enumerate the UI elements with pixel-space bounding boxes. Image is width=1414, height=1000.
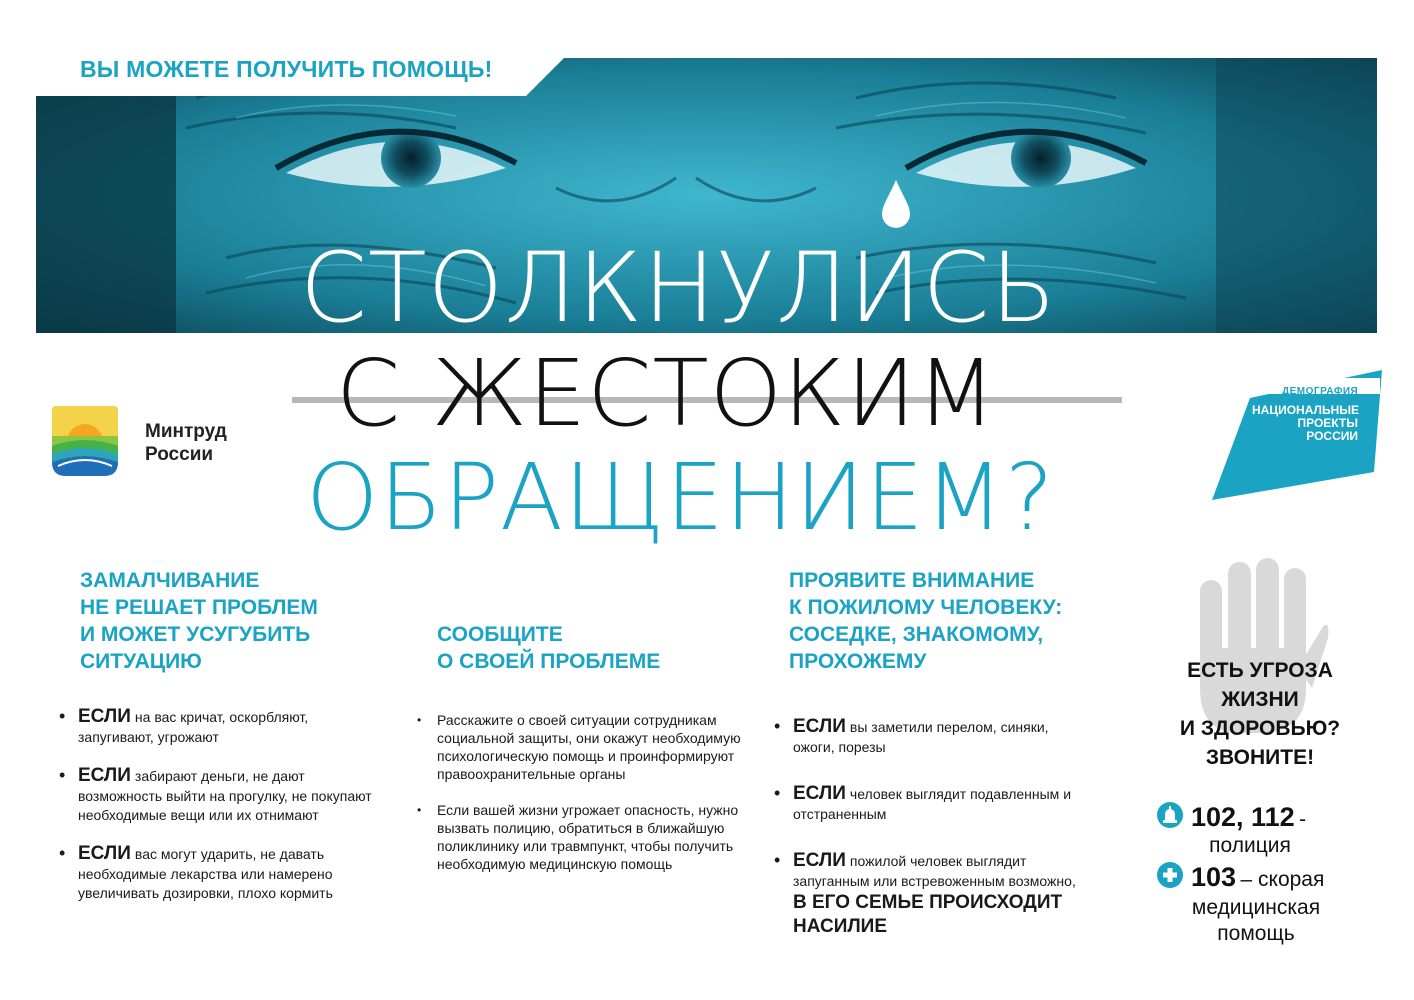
bullet: • — [417, 713, 422, 727]
headline-line-3: ОБРАЩЕНИЕМ? — [306, 444, 1055, 551]
col3-heading: ПРОЯВИТЕ ВНИМАНИЕ К ПОЖИЛОМУ ЧЕЛОВЕКУ: СОСЕДКЕ, ЗНАКОМОМУ, ПРОХОЖЕМУ — [789, 569, 1063, 673]
police-number: 102, 112 — [1191, 802, 1295, 832]
list-item: • Если вашей жизни угрожает опасность, нужно вызвать полицию, обратиться в ближайшую поликлинику или травмпункт, чтобы получить необходимую медицинскую помощь — [417, 802, 739, 872]
headline-line-2: С ЖЕСТОКИМ — [336, 340, 997, 447]
col1-list — [59, 706, 378, 921]
bullet: • — [774, 850, 781, 870]
bullet: • — [59, 765, 66, 785]
police-phone-row — [1157, 802, 1306, 833]
col2-list — [417, 711, 757, 891]
police-siren-icon — [1157, 802, 1183, 828]
bullet: • — [417, 803, 422, 817]
ambulance-number: 103 — [1191, 862, 1237, 892]
tagline: ВЫ МОЖЕТЕ ПОЛУЧИТЬ ПОМОЩЬ! — [80, 56, 493, 82]
police-label: полиция — [1209, 834, 1291, 857]
violence-emphasis: В ЕГО СЕМЬЕ ПРОИСХОДИТ НАСИЛИЕ — [793, 892, 1063, 937]
list-item: • Расскажите о своей ситуации сотрудникам социальной защиты, они окажут необходимую психологическую помощь и проинформируют правоохранительные органы — [417, 712, 741, 782]
bullet: • — [59, 843, 66, 863]
mintrud-name: Минтруд России — [145, 421, 227, 465]
col2-heading: СООБЩИТЕ О СВОЕЙ ПРОБЛЕМЕ — [437, 623, 661, 673]
police-dash: - — [1299, 808, 1307, 831]
col1-heading: ЗАМАЛЧИВАНИЕ НЕ РЕШАЕТ ПРОБЛЕМ И МОЖЕТ УСУГУБИТЬ СИТУАЦИЮ — [80, 569, 318, 673]
ambulance-label-1: – скорая — [1240, 868, 1325, 891]
list-item: • ЕСЛИ вас могут ударить, не давать необходимые лекарства или намерено увеличивать дозировки, плохо кормить — [59, 843, 333, 901]
bullet: • — [59, 706, 66, 726]
list-item: • ЕСЛИ на вас кричат, оскорбляют, запугивают, угрожают — [59, 706, 309, 745]
list-item: • ЕСЛИ человек выглядит подавленным и отстраненным — [774, 783, 1072, 822]
medical-cross-icon — [1157, 862, 1183, 888]
headline-line-1: СТОЛКНУЛИСЬ — [300, 232, 1058, 344]
np-logo-top-text: ДЕМОГРАФИЯ — [1282, 386, 1359, 397]
mintrud-logo-icon — [52, 406, 118, 476]
np-logo-main-text: НАЦИОНАЛЬНЫЕ ПРОЕКТЫ РОССИИ — [1252, 403, 1359, 443]
ambulance-label-2: медицинская помощь — [1191, 896, 1321, 945]
emergency-heading: ЕСТЬ УГРОЗА ЖИЗНИ И ЗДОРОВЬЮ? ЗВОНИТЕ! — [1179, 659, 1341, 769]
bullet: • — [774, 716, 781, 736]
list-item: • ЕСЛИ забирают деньги, не дают возможность выйти на прогулку, не покупают необходимые вещи или их отнимают — [59, 765, 372, 823]
ambulance-phone-row — [1157, 862, 1324, 893]
list-item: • ЕСЛИ вы заметили перелом, синяки, ожоги, порезы — [774, 716, 1049, 755]
list-item: • ЕСЛИ пожилой человек выглядит запуганным или встревоженным возможно, В ЕГО СЕМЬЕ ПРОИСХОДИТ НАСИЛИЕ — [774, 850, 1076, 937]
col3-list — [774, 716, 1093, 965]
bullet: • — [774, 783, 781, 803]
